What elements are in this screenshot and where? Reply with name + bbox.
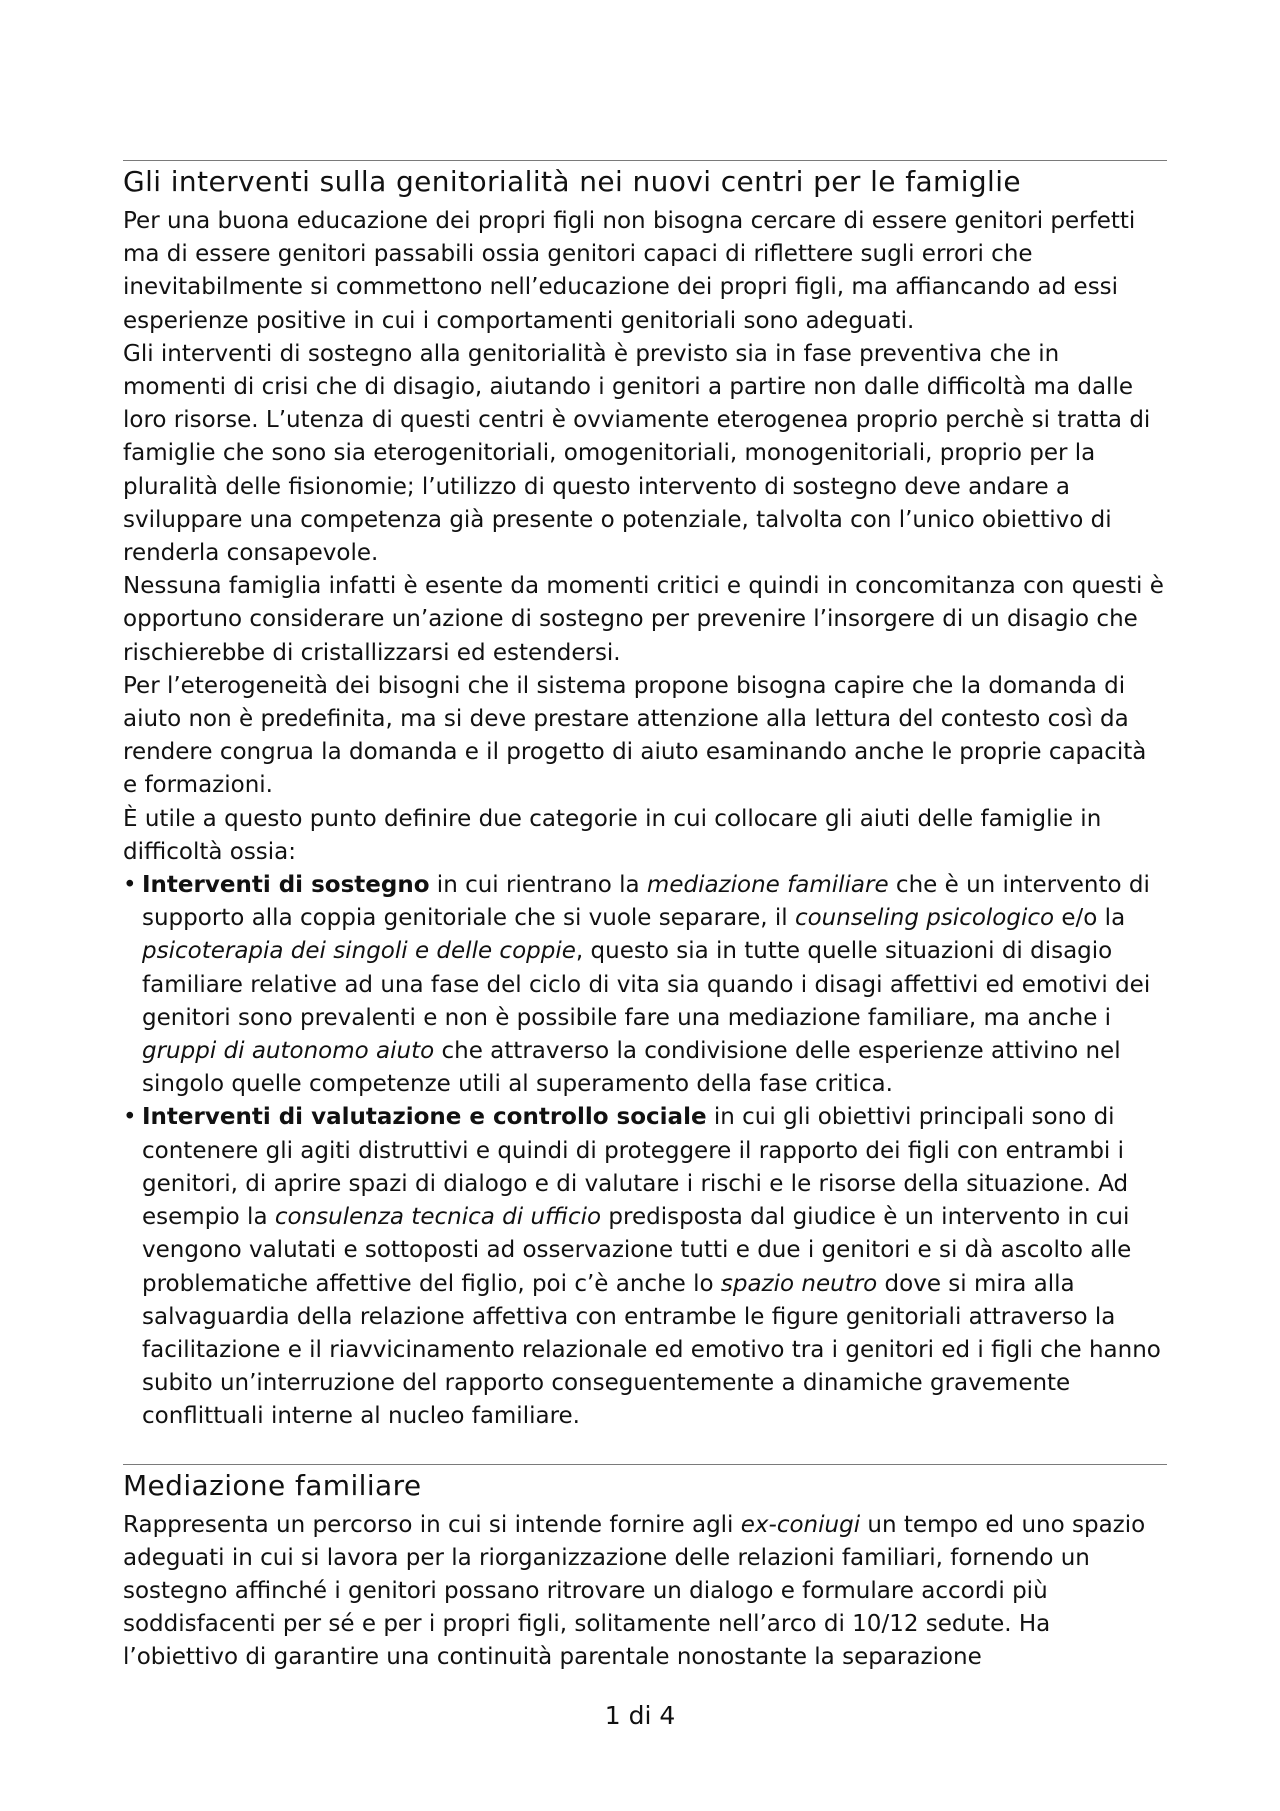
paragraph-text: Rappresenta un percorso in cui si intende fornire agli bbox=[123, 1511, 741, 1538]
section-heading: Mediazione familiare bbox=[123, 1468, 422, 1502]
list-item-text: , questo sia in tutte quelle situazioni di disagio familiare relative ad una fase del ciclo di vita sia quando i disagi affettivi ed emotivi dei genitori sono prevalenti e non è possibile fare una mediazione familiare, ma anche i bbox=[142, 938, 1151, 1031]
section-spacer bbox=[123, 1434, 1167, 1464]
section-divider bbox=[123, 160, 1167, 161]
list-item-emphasis: mediazione familiare bbox=[646, 872, 889, 899]
list-item-term: Interventi di valutazione e controllo sociale bbox=[142, 1104, 707, 1131]
list-item-text: che attraverso la condivisione delle esperienze attivino nel singolo quelle competenze utili al superamento della fase critica. bbox=[142, 1038, 1121, 1098]
paragraph bbox=[123, 1509, 1167, 1675]
list-item-text: dove si mira alla salvaguardia della relazione affettiva con entrambe le figure genitoriali attraverso la facilitazione e il riavvicinamento relazionale ed emotivo tra i genitori ed i figli che hanno subito un’interruzione del rapporto conseguentemente a dinamiche gravemente conflittuali interne al nucleo familiare. bbox=[142, 1270, 1161, 1430]
paragraph: Per l’eterogeneità dei bisogni che il sistema propone bisogna capire che la domanda di aiuto non è predefinita, ma si deve prestare attenzione alla lettura del contesto così da rendere congrua la domanda e il progetto di aiuto esaminando anche le proprie capacità e formazioni. bbox=[123, 672, 1147, 799]
list-item-text: che è un intervento di supporto alla coppia genitoriale che si vuole separare, il bbox=[142, 872, 1150, 932]
paragraph: È utile a questo punto definire due categorie in cui collocare gli aiuti delle famiglie in difficoltà ossia: bbox=[123, 805, 1102, 865]
page-number: 1 di 4 bbox=[604, 1701, 676, 1730]
paragraph: Gli interventi di sostegno alla genitorialità è previsto sia in fase preventiva che in momenti di crisi che di disagio, aiutando i genitori a partire non dalle difficoltà ma dalle loro risorse. L’utenza di questi centri è ovviamente eterogenea proprio perchè si tratta di famiglie che sono sia eterogenitoriali, omogenitoriali, monogenitoriali, proprio per la pluralità delle fisionomie; l’utilizzo di questo intervento di sostegno deve andare a sviluppare una competenza già presente o potenziale, talvolta con l’unico obiettivo di renderla consapevole. bbox=[123, 340, 1151, 567]
document-page bbox=[123, 160, 1167, 1675]
paragraph-text: un tempo ed uno spazio adeguati in cui si lavora per la riorganizzazione delle relazioni familiari, fornendo un sostegno affinché i genitori possano ritrovare un dialogo e formulare accordi più soddisfacenti per sé e per i propri figli, solitamente nell’arco di 10/12 sedute. Ha l’obiettivo di garantire una continuità parentale nonostante la separazione bbox=[123, 1511, 1146, 1671]
list-item-term: Interventi di sostegno bbox=[142, 872, 430, 899]
section-heading: Gli interventi sulla genitorialità nei nuovi centri per le famiglie bbox=[123, 165, 1022, 198]
list-item bbox=[123, 1101, 1167, 1433]
list-item-emphasis: spazio neutro bbox=[720, 1270, 878, 1297]
list-item-text: in cui rientrano la bbox=[429, 872, 647, 899]
paragraph-emphasis: ex-coniugi bbox=[740, 1511, 861, 1538]
bullet-icon: • bbox=[123, 1104, 137, 1131]
list-item-emphasis: counseling psicologico bbox=[794, 905, 1055, 932]
list-item-emphasis: consulenza tecnica di ufficio bbox=[274, 1204, 602, 1231]
bullet-icon: • bbox=[123, 872, 137, 899]
list-item-text: e/o la bbox=[1054, 905, 1126, 932]
list-item-emphasis: gruppi di autonomo aiuto bbox=[142, 1038, 435, 1065]
list-item-text: in cui gli obiettivi principali sono di contenere gli agiti distruttivi e quindi di proteggere il rapporto dei figli con entrambi i genitori, di aprire spazi di dialogo e di valutare i rischi e le risorse della situazione. Ad esempio la bbox=[142, 1104, 1129, 1231]
paragraph: Per una buona educazione dei propri figli non bisogna cercare di essere genitori perfetti ma di essere genitori passabili ossia genitori capaci di riflettere sugli errori che inevitabilmente si commettono nell’educazione dei propri figli, ma affiancando ad essi esperienze positive in cui i comportamenti genitoriali sono adeguati. bbox=[123, 208, 1136, 334]
paragraph: Nessuna famiglia infatti è esente da momenti critici e quindi in concomitanza con questi è opportuno considerare un’azione di sostegno per prevenire l’insorgere di un disagio che rischierebbe di cristallizzarsi ed estendersi. bbox=[123, 573, 1164, 666]
section-divider bbox=[123, 1464, 1167, 1465]
list-item bbox=[123, 869, 1167, 1101]
list-item-emphasis: psicoterapia dei singoli e delle coppie bbox=[142, 938, 576, 965]
bullet-list bbox=[123, 869, 1167, 1433]
list-item-text: predisposta dal giudice è un intervento in cui vengono valutati e sottoposti ad osservazione tutti e due i genitori e si dà ascolto alle problematiche affettive del figlio, poi c’è anche lo bbox=[142, 1204, 1132, 1297]
